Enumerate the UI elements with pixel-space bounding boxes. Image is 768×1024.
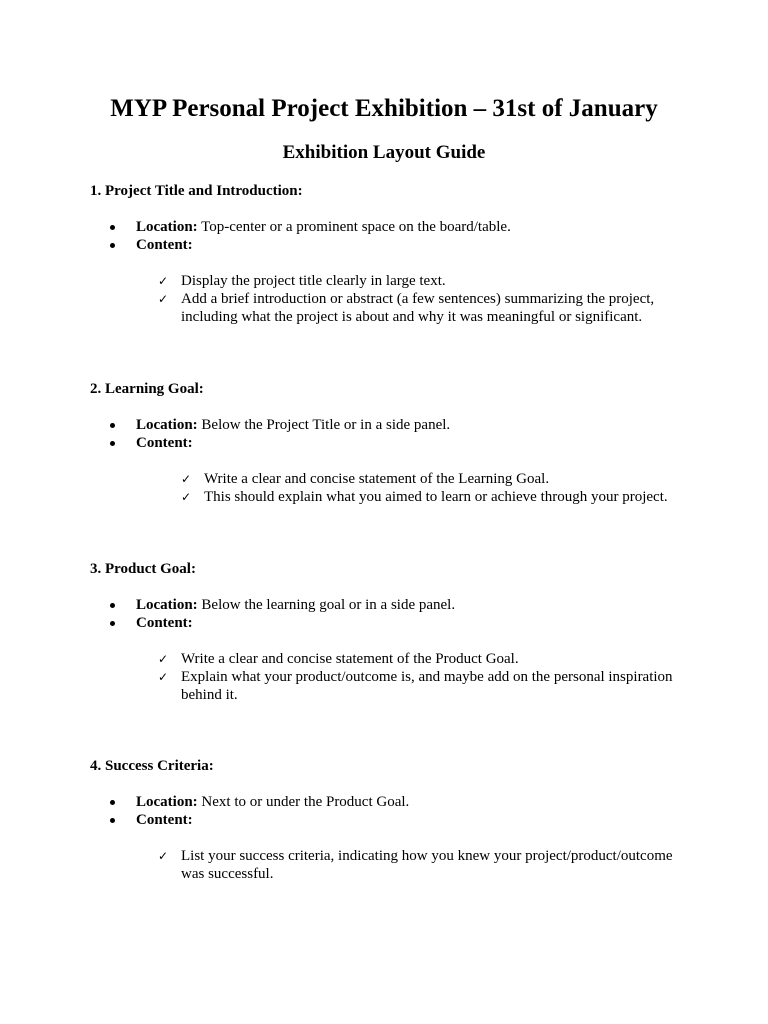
location-text: Next to or under the Product Goal. (201, 794, 410, 810)
bullet-dot-icon (110, 423, 115, 428)
check-item-text: List your success criteria, indicating how you knew your project/product/outcome was successful. (181, 848, 673, 882)
bullet-dot-icon (110, 441, 115, 446)
bullet-content (0, 236, 768, 254)
checkmark-icon: ✓ (158, 652, 169, 666)
section-heading: 4. Success Criteria: (90, 758, 214, 774)
bullet-location (0, 793, 768, 811)
checkmark-icon: ✓ (181, 490, 192, 504)
bullet-dot-icon (110, 243, 115, 248)
checklist (0, 847, 768, 883)
content-label: Content: (136, 615, 193, 631)
section-heading: 1. Project Title and Introduction: (90, 183, 303, 199)
check-item (0, 488, 768, 506)
check-item-text: Explain what your product/outcome is, and maybe add on the personal inspiration behind it. (181, 669, 673, 703)
check-item-text: Write a clear and concise statement of the Learning Goal. (204, 471, 550, 487)
bullet-location (0, 416, 768, 434)
section-heading: 2. Learning Goal: (90, 381, 204, 397)
content-label: Content: (136, 237, 193, 253)
bullet-location (0, 218, 768, 236)
check-item (0, 470, 768, 488)
bullet-dot-icon (110, 818, 115, 823)
page-title: MYP Personal Project Exhibition – 31st of January (110, 95, 658, 122)
check-item-text: Write a clear and concise statement of the Product Goal. (181, 651, 519, 667)
checkmark-icon: ✓ (158, 670, 169, 684)
bullet-dot-icon (110, 603, 115, 608)
check-item-text: This should explain what you aimed to learn or achieve through your project. (204, 489, 668, 505)
bullet-content (0, 614, 768, 632)
bullet-content (0, 434, 768, 452)
location-label: Location: (136, 417, 198, 433)
checklist (0, 470, 768, 506)
location-text: Top-center or a prominent space on the board/table. (201, 219, 511, 235)
check-item (0, 650, 768, 668)
location-text: Below the Project Title or in a side panel. (201, 417, 451, 433)
bullet-content (0, 811, 768, 829)
content-label: Content: (136, 435, 193, 451)
location-label: Location: (136, 597, 198, 613)
checklist (0, 272, 768, 326)
checkmark-icon: ✓ (158, 274, 169, 288)
check-item-text: Add a brief introduction or abstract (a few sentences) summarizing the project, including what the project is about and why it was meaningful or significant. (181, 291, 655, 325)
bullet-dot-icon (110, 621, 115, 626)
bullet-dot-icon (110, 800, 115, 805)
checkmark-icon: ✓ (158, 849, 169, 863)
location-label: Location: (136, 219, 198, 235)
check-item (0, 272, 768, 290)
bullet-list (0, 416, 768, 452)
bullet-list (0, 596, 768, 632)
page-subtitle: Exhibition Layout Guide (282, 142, 486, 163)
bullet-list (0, 793, 768, 829)
location-label: Location: (136, 794, 198, 810)
check-item (0, 668, 768, 704)
check-item-text: Display the project title clearly in large text. (181, 273, 446, 289)
check-item (0, 847, 768, 883)
bullet-list (0, 218, 768, 254)
check-item (0, 290, 768, 326)
bullet-location (0, 596, 768, 614)
checkmark-icon: ✓ (181, 472, 192, 486)
section-heading: 3. Product Goal: (90, 561, 196, 577)
checklist (0, 650, 768, 704)
location-text: Below the learning goal or in a side panel. (201, 597, 456, 613)
bullet-dot-icon (110, 225, 115, 230)
checkmark-icon: ✓ (158, 292, 169, 306)
content-label: Content: (136, 812, 193, 828)
